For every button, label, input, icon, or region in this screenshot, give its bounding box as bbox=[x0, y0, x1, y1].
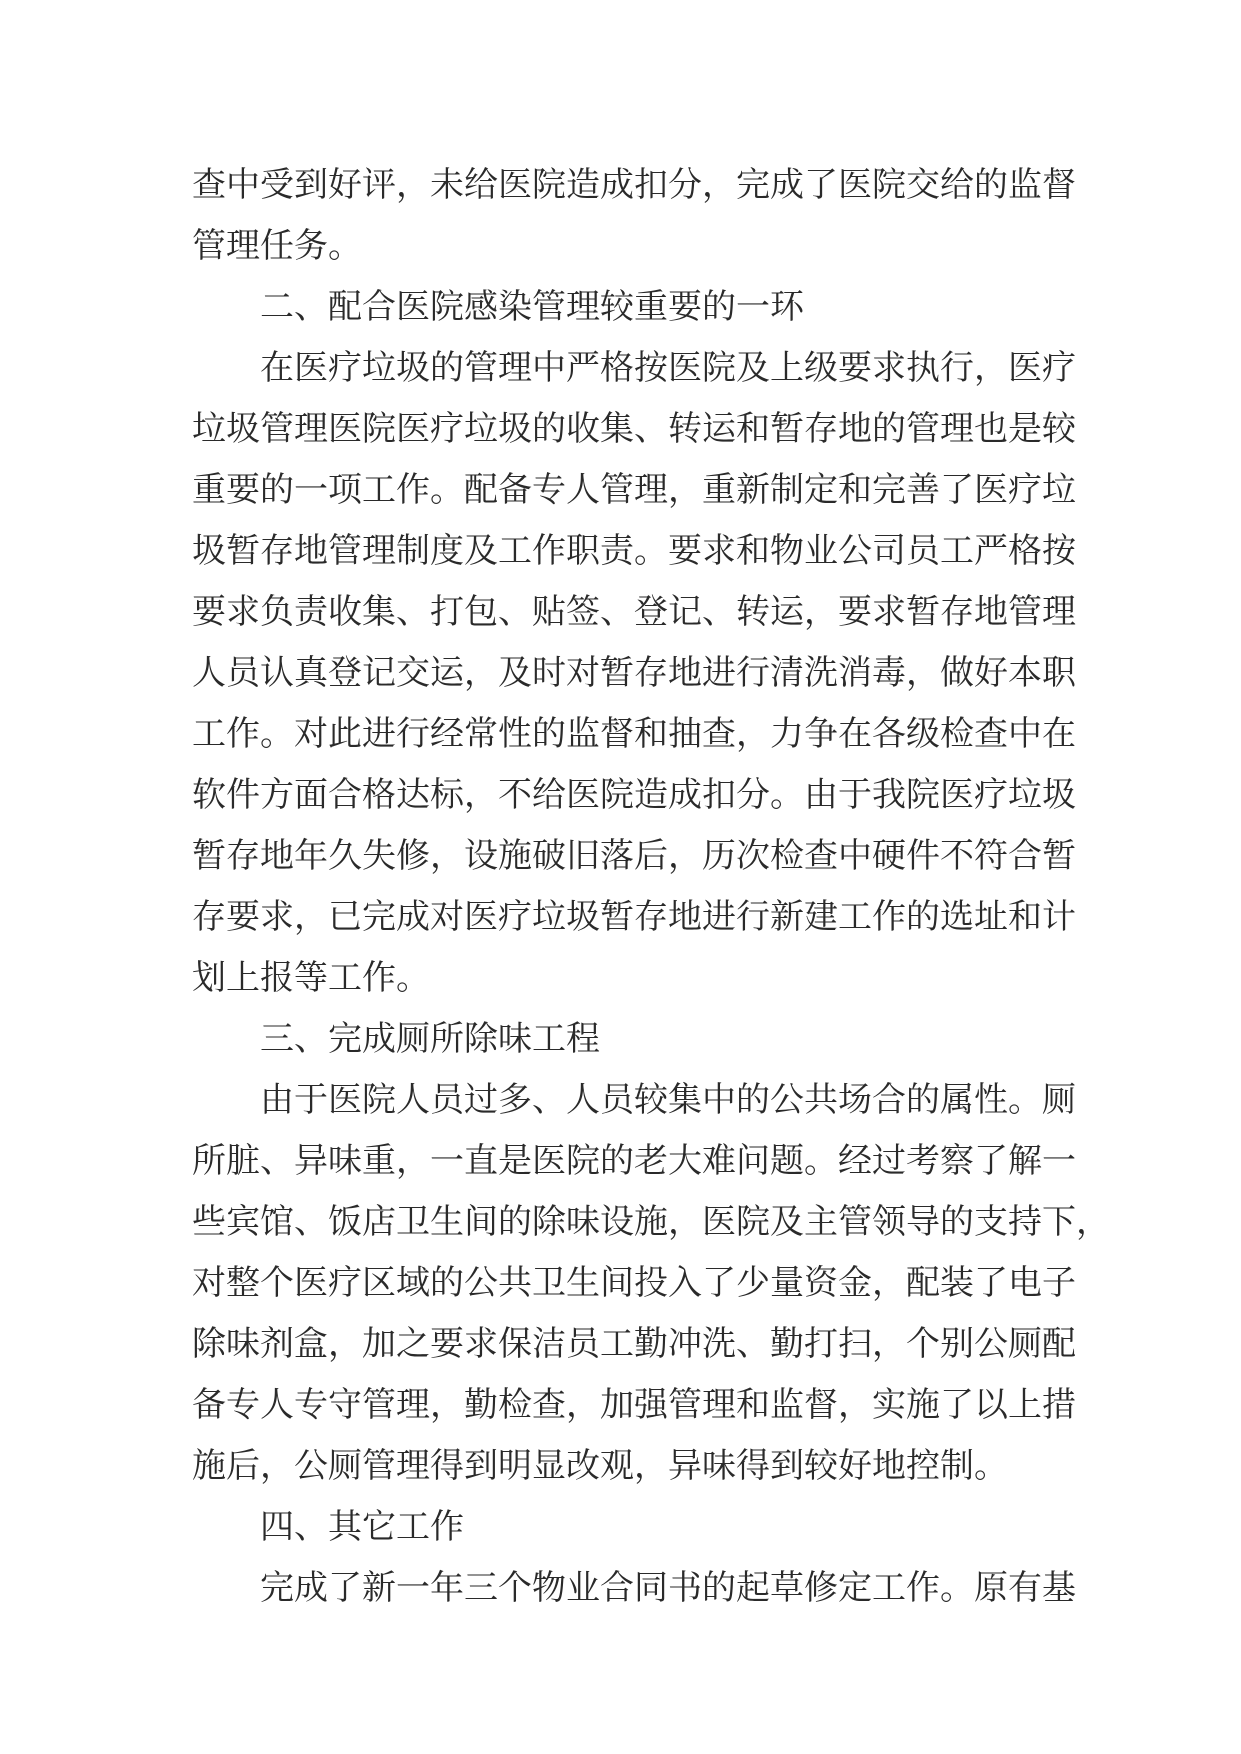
paragraph-toilet-deodorizing bbox=[192, 1070, 1110, 1497]
text-line: 软件方面合格达标，不给医院造成扣分。由于我院医疗垃圾 bbox=[192, 775, 1076, 815]
text-line: 划上报等工作。 bbox=[192, 958, 430, 998]
paragraph-continued bbox=[192, 155, 1076, 277]
text-line: 对整个医疗区域的公共卫生间投入了少量资金，配装了电子 bbox=[192, 1263, 1076, 1303]
document-page bbox=[192, 155, 1110, 1619]
text-line: 在医疗垃圾的管理中严格按医院及上级要求执行，医疗 bbox=[260, 348, 1076, 388]
text-line: 工作。对此进行经常性的监督和抽查，力争在各级检查中在 bbox=[192, 714, 1076, 754]
paragraph-medical-waste bbox=[192, 338, 1076, 1009]
text-line: 要求负责收集、打包、贴签、登记、转运，要求暂存地管理 bbox=[192, 592, 1076, 632]
text-line: 查中受到好评，未给医院造成扣分，完成了医院交给的监督 bbox=[192, 165, 1076, 205]
text-line: 除味剂盒，加之要求保洁员工勤冲洗、勤打扫，个别公厕配 bbox=[192, 1324, 1076, 1364]
text-line: 圾暂存地管理制度及工作职责。要求和物业公司员工严格按 bbox=[192, 531, 1076, 571]
paragraph-other-work bbox=[192, 1558, 1076, 1619]
text-line: 由于医院人员过多、人员较集中的公共场合的属性。厕 bbox=[260, 1080, 1076, 1120]
text-line: 暂存地年久失修，设施破旧落后，历次检查中硬件不符合暂 bbox=[192, 836, 1076, 876]
section-heading-2: 二、配合医院感染管理较重要的一环 bbox=[260, 287, 804, 327]
text-line: 施后，公厕管理得到明显改观，异味得到较好地控制。 bbox=[192, 1446, 1008, 1486]
section-heading-3: 三、完成厕所除味工程 bbox=[260, 1019, 600, 1059]
text-line: 些宾馆、饭店卫生间的除味设施，医院及主管领导的支持下， bbox=[192, 1202, 1110, 1242]
text-line: 存要求，已完成对医疗垃圾暂存地进行新建工作的选址和计 bbox=[192, 897, 1076, 937]
text-line: 垃圾管理医院医疗垃圾的收集、转运和暂存地的管理也是较 bbox=[192, 409, 1076, 449]
text-line: 完成了新一年三个物业合同书的起草修定工作。原有基 bbox=[260, 1568, 1076, 1608]
text-line: 管理任务。 bbox=[192, 226, 362, 266]
section-heading-4: 四、其它工作 bbox=[260, 1507, 464, 1547]
text-line: 备专人专守管理，勤检查，加强管理和监督，实施了以上措 bbox=[192, 1385, 1076, 1425]
text-line: 所脏、异味重，一直是医院的老大难问题。经过考察了解一 bbox=[192, 1141, 1076, 1181]
text-line: 重要的一项工作。配备专人管理，重新制定和完善了医疗垃 bbox=[192, 470, 1076, 510]
text-line: 人员认真登记交运，及时对暂存地进行清洗消毒，做好本职 bbox=[192, 653, 1076, 693]
